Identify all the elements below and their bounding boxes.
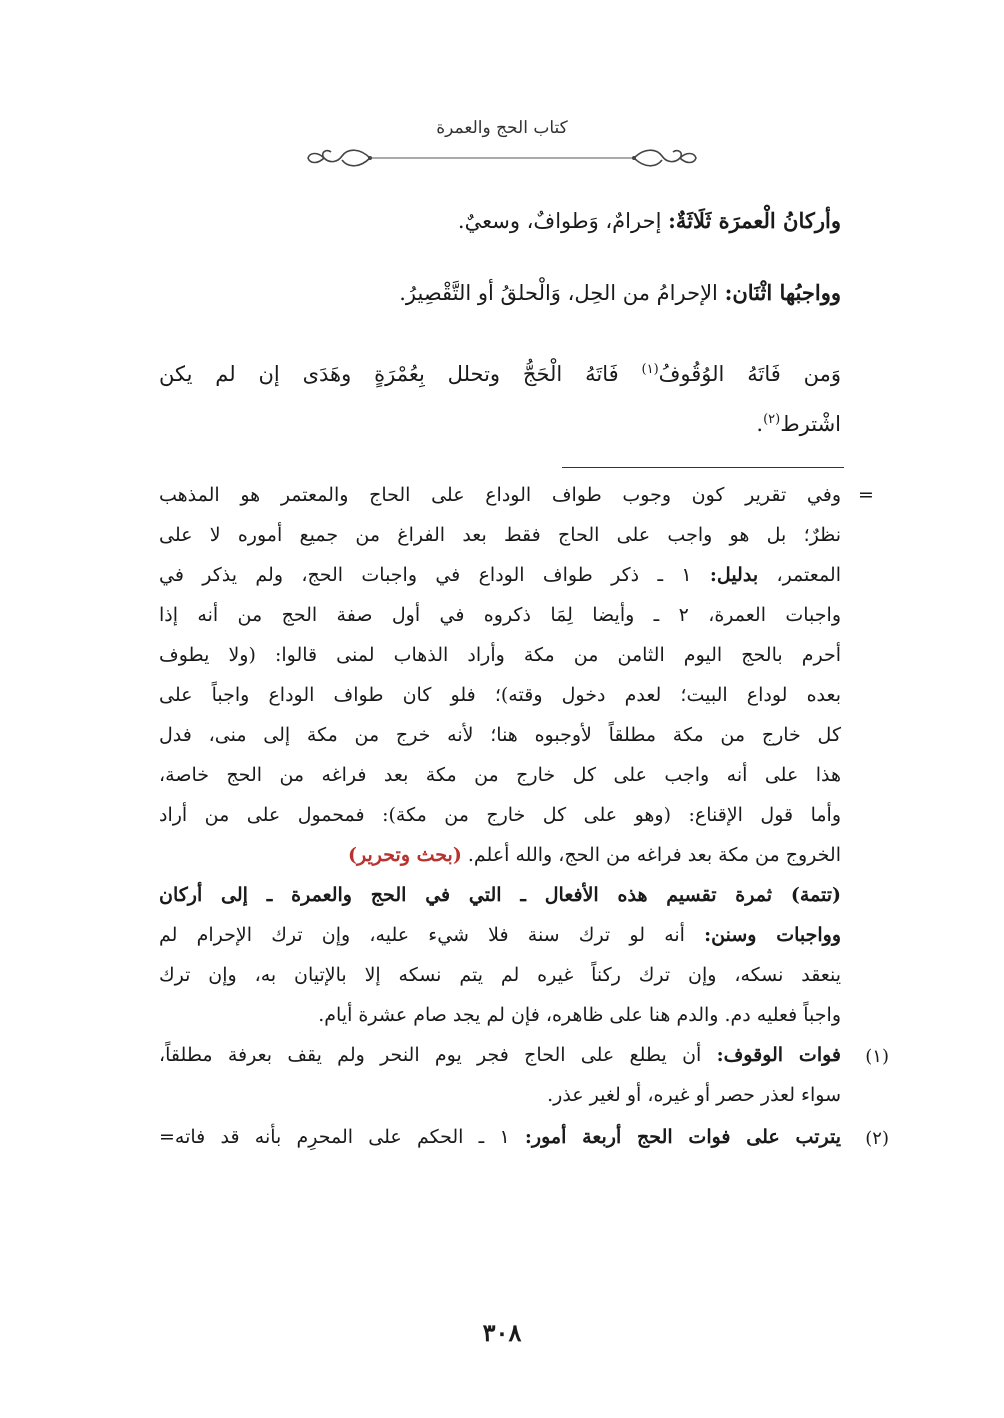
note-line	[159, 564, 841, 586]
note-text: أنه لو ترك سنة فلا شيء عليه، وإن ترك الإحرام لم	[159, 924, 705, 946]
research-tag: (بحث وتحرير)	[348, 844, 462, 866]
missed-standing-text-2: فَاتَهُ الْحَجُّ وتحلل بِعُمْرَةٍ وهَدَى إن لم يكن	[159, 362, 642, 386]
note-line: أحرم بالحج اليوم الثامن من مكة وأراد الذهاب لمنى قالوا: (ولا يطوف	[159, 644, 841, 666]
missed-standing-line-1	[159, 362, 841, 386]
footnote-2-heading: يترتب على فوات الحج أربعة أمور:	[524, 1126, 841, 1148]
note-text: الخروج من مكة بعد فراغه من الحج، والله أعلم.	[461, 844, 841, 866]
footnote-2-number: (٢)	[865, 1128, 889, 1149]
note-bold: (تتمة) ثمرة تقسيم هذه الأفعال ـ التي في الحج والعمرة ـ إلى أركان	[159, 884, 841, 906]
note-text: ١ ـ الحكم على المحرِم بأنه قد فاته=	[159, 1126, 525, 1148]
missed-standing-text-4: .	[756, 412, 764, 436]
umrah-pillars-heading: وأركانُ الْعمرَة ثَلَاثَةٌ:	[668, 208, 841, 233]
note-line: وفي تقرير كون وجوب طواف الوداع على الحاج والمعتمر هو المذهب	[159, 484, 841, 506]
note-line	[159, 844, 841, 866]
note-line	[159, 884, 841, 906]
umrah-pillars-line	[458, 208, 841, 233]
note-line: نظرٌ؛ بل هو واجب على الحاج فقط بعد الفراغ من جميع أموره لا على	[159, 524, 841, 546]
note-line: واجباً فعليه دم. والدم هنا على ظاهره، فإن لم يجد صام عشرة أيام.	[318, 1004, 841, 1026]
note-line: كل خارج من مكة مطلقاً لأوجبوه هنا؛ لأنه خرج من مكة إلى منى، فدل	[159, 724, 841, 746]
footnote-1-number: (١)	[865, 1046, 889, 1067]
umrah-duties-line	[399, 280, 841, 305]
note-bold: بدليل:	[709, 564, 759, 586]
ornamental-rule-icon	[300, 134, 704, 174]
footnote-1-line-1	[159, 1044, 841, 1066]
footnote-1-heading: فوات الوقوف:	[716, 1044, 841, 1066]
page-number: ٣٠٨	[482, 1318, 522, 1347]
header-title: كتاب الحج والعمرة	[436, 118, 568, 138]
missed-standing-text-3: اشْترط	[780, 412, 841, 436]
note-line: واجبات العمرة، ٢ ـ وأيضا لِمَا ذكروه في أول صفة الحج من أنه إذا	[159, 604, 841, 626]
note-line: ينعقد نسكه، وإن ترك ركناً غيره لم يتم نسكه إلا بالإتيان به، وإن ترك	[159, 964, 841, 986]
note-line: هذا على أنه واجب على كل خارج من مكة بعد فراغه من الحج خاصة،	[159, 764, 841, 786]
footnote-divider	[562, 467, 844, 468]
missed-standing-line-2	[756, 412, 841, 436]
note-line	[159, 924, 841, 946]
note-line: بعده لوداع البيت؛ لعدم دخول وقته)؛ فلو كان طواف الوداع واجباً على	[159, 684, 841, 706]
footnote-2-line-1	[159, 1126, 841, 1148]
note-line: وأما قول الإقناع: (وهو على كل خارج من مكة): فمحمول على من أراد	[159, 804, 841, 826]
continuation-mark: =	[858, 484, 874, 506]
umrah-pillars-text: إحرامٌ، وَطوافٌ، وسعيٌ.	[457, 209, 669, 233]
running-header	[300, 110, 704, 170]
umrah-duties-heading: وواجبُها اثْنَان:	[724, 280, 841, 305]
note-bold: وواجبات وسنن:	[704, 924, 841, 946]
footnote-ref-1[interactable]: (١)	[641, 362, 659, 377]
footnote-1-line-2: سواء لعذر حصر أو غيره، أو لغير عذر.	[547, 1084, 841, 1106]
footnote-ref-2[interactable]: (٢)	[763, 412, 781, 427]
note-text: أن يطلع على الحاج فجر يوم النحر ولم يقف بعرفة مطلقاً،	[159, 1044, 717, 1066]
note-text: المعتمر،	[758, 564, 841, 586]
note-text: ١ ـ ذكر طواف الوداع في واجبات الحج، ولم يذكر في	[159, 564, 710, 586]
missed-standing-text-1: وَمن فَاتَهُ الوُقُوفُ	[658, 362, 841, 386]
umrah-duties-text: الإحرامُ من الحِل، وَالْحلقُ أو التَّقْصِيرُ.	[399, 281, 725, 305]
